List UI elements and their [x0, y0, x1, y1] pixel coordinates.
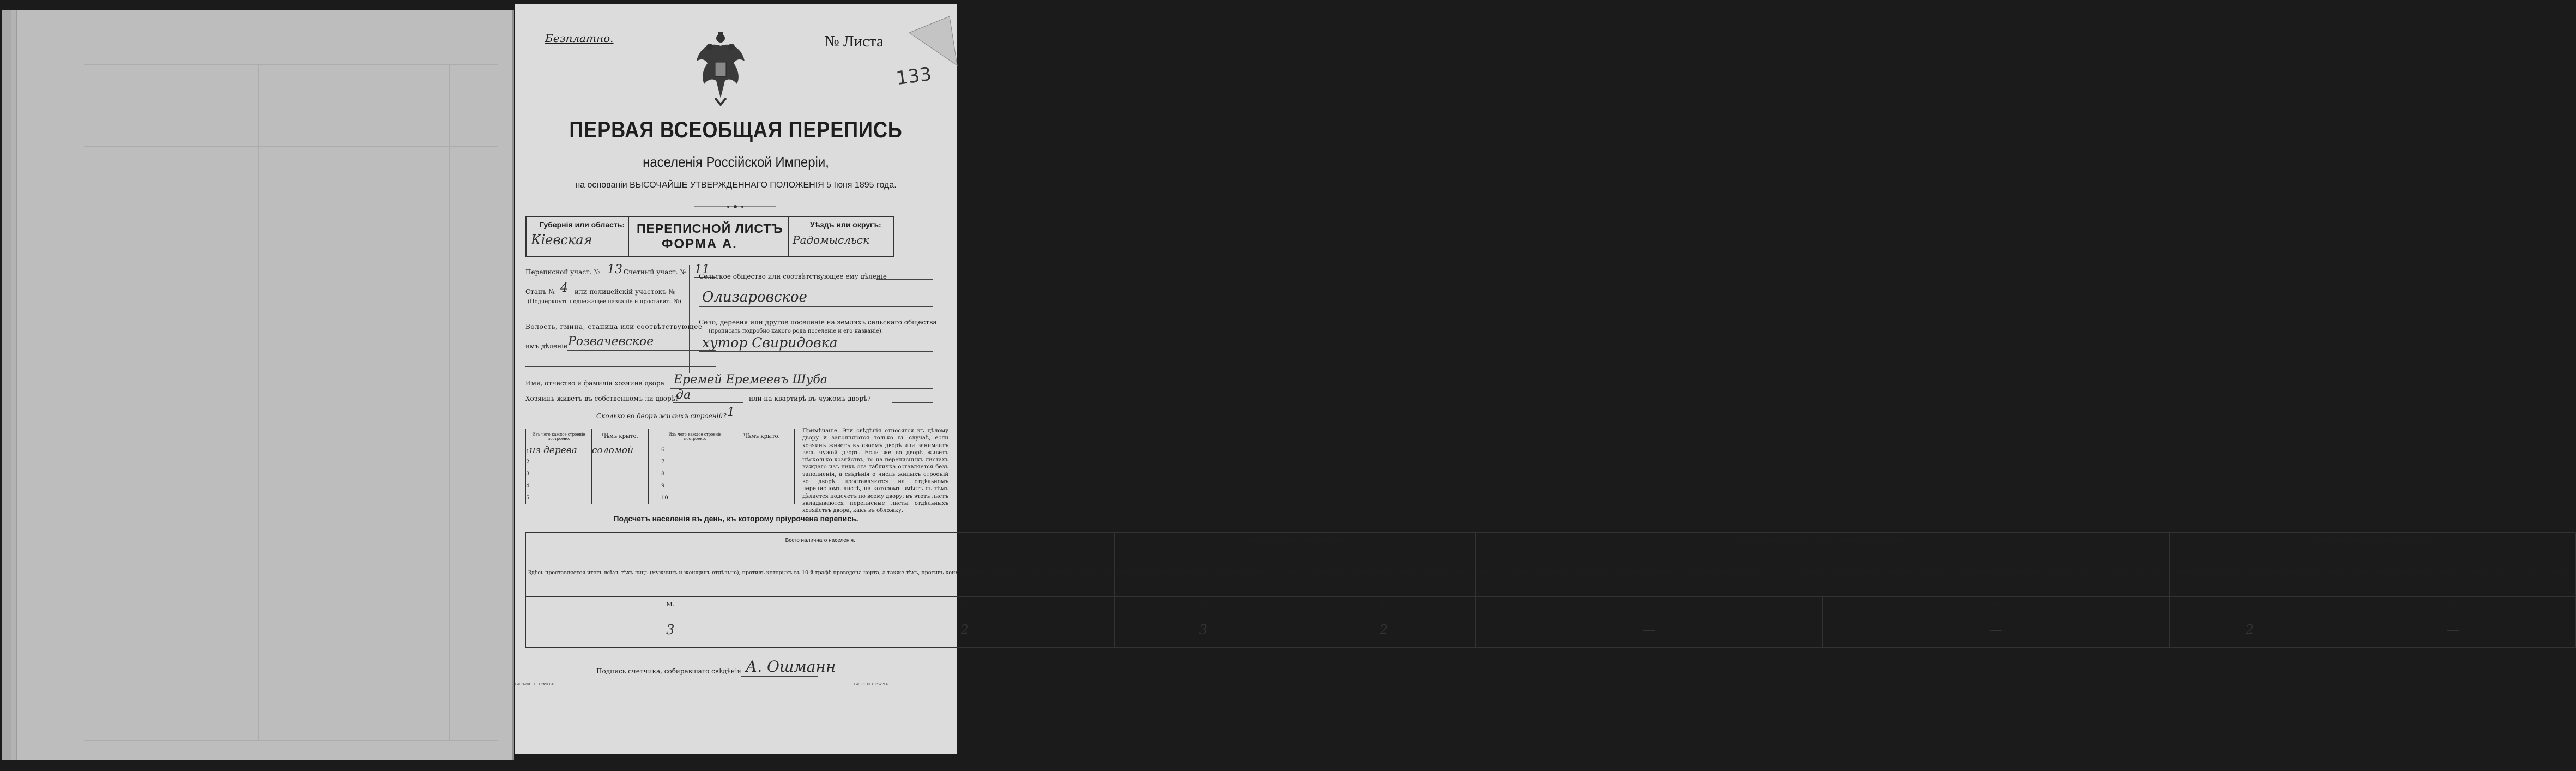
fill-line [699, 306, 933, 307]
form-title-box [628, 216, 789, 257]
building-roof-cell[interactable] [592, 480, 649, 492]
building-material-cell[interactable] [526, 480, 592, 492]
building-roof-cell[interactable] [729, 480, 795, 492]
population-summary-table [525, 532, 2576, 648]
buildings-count-value[interactable]: 1 [727, 406, 735, 419]
building-roof-cell[interactable] [729, 468, 795, 480]
material-header: Изъ чего каждое строеніе построено. [661, 429, 729, 444]
roof-value: соломой [592, 444, 634, 456]
fill-line [876, 279, 933, 280]
non-peasant-female[interactable]: — [1822, 612, 2169, 648]
building-material-cell[interactable] [526, 444, 592, 456]
village-label: Село, деревня или другое поселеніе на земляхъ сельскаго общества [699, 318, 937, 326]
row-number: 3 [526, 471, 530, 477]
printer-imprint-left: ТИПО-ЛИТ. Н. ГРАЧЕВА [515, 683, 554, 686]
roof-header: Чѣмъ крыто. [729, 429, 795, 444]
bleed-through-line [84, 740, 498, 741]
registered-peasant-female[interactable]: — [2330, 612, 2576, 648]
owner-name-label: Имя, отчество и фамилія хозяина двора [525, 380, 664, 387]
permanent-female[interactable]: 2 [1292, 612, 1476, 648]
building-roof-cell[interactable] [729, 456, 795, 468]
summary-col-desc: Здѣсь проставляется итогъ всѣхъ тѣхъ лицъ (мужчинъ и женщинъ отдѣльно), противъ которыхъ въ 10-й графѣ проведена черта, а также тѣхъ, противъ коихъ отмѣчено «врем. преб.» и «врем. преб. со знакомъ V». [526, 550, 1115, 596]
footnote-remark: Примѣчаніе. Эти свѣдѣнія относятся къ цѣлому двору и заполняются только въ случаѣ, если хозяинъ живетъ въ своемъ дворѣ или занимаетъ весь чужой дворъ. Если же во дворѣ живетъ нѣсколько хозяйствъ, то на переписныхъ листахъ каждаго изъ нихъ эта табличка оставляется безъ заполненія, а свѣдѣнія о числѣ жилыхъ строеній во дворѣ проставляются на отдѣльномъ переписномъ листѣ, на которомъ вмѣстѣ съ тѣмъ дѣлается подсчетъ по всему двору; въ этотъ листъ вкладываются переписные листы отдѣльныхъ хозяйствъ двора, какъ въ обложку. [802, 428, 948, 514]
building-roof-cell[interactable] [729, 444, 795, 456]
total-present-male[interactable]: 3 [526, 612, 815, 648]
summary-col-desc: Сюда вносится общее число всѣхъ лицъ (мужчинъ и женщинъ отдѣльно), противъ которыхъ въ графѣ 8-й отмѣчено «здѣсь» и «здѣсь въ отлучкѣ». [2169, 550, 2576, 596]
building-roof-cell[interactable] [592, 444, 649, 456]
district-value[interactable]: 13 [607, 263, 622, 276]
field-divider [689, 265, 690, 373]
building-material-cell[interactable] [661, 480, 729, 492]
building-material-cell[interactable] [526, 492, 592, 504]
summary-col-head: Постоянно живущаго здѣсь населенія. [1115, 533, 1476, 550]
row-number: 10 [661, 495, 668, 501]
province-label: Губернія или область: [540, 220, 625, 229]
census-form-page [515, 4, 2574, 754]
sheet-number-label: № Листа [824, 33, 884, 50]
summary-title: Подсчетъ населенія въ день, къ которому пріурочена перепись. [613, 514, 858, 523]
bleed-through-line [449, 64, 450, 740]
stan-label: Станъ № [525, 288, 555, 296]
fill-line [673, 402, 743, 403]
summary-col-desc: Здѣсь проставляется (изъ графы 6-й) число всѣхъ лицъ некрестьянскихъ сословій (мужчинъ и женщинъ отдѣльно), противъ которыхъ въ графѣ 10-й проведена черта, а также тѣхъ, противъ коихъ отмѣчено «врем. преб.» и «врем. преб. со знакомъ V». [1476, 550, 2169, 596]
county-value[interactable]: Радомысльск [793, 233, 869, 246]
row-number: 1 [526, 448, 530, 455]
summary-col-head: Въ числѣ наличнаго населенія было лицъ некрестьян. сословій. [1476, 533, 2169, 550]
buildings-table-right [661, 429, 795, 504]
total-present-female[interactable]: 2 [815, 612, 1115, 648]
fill-line [892, 402, 933, 403]
district-label: Переписной участ. № [525, 268, 600, 276]
row-number: 5 [526, 495, 530, 501]
county-label: Уѣздъ или округъ: [810, 220, 881, 229]
row-number: 6 [661, 447, 665, 453]
legal-basis-line: на основаніи ВЫСОЧАЙШЕ УТВЕРЖДЕННАГО ПОЛОЖЕНІЯ 5 Іюня 1895 года. [575, 180, 897, 190]
page-subtitle: населенія Россійской Имперіи, [643, 154, 829, 170]
county-box [789, 216, 894, 257]
building-material-cell[interactable] [526, 456, 592, 468]
province-value[interactable]: Кіевская [531, 232, 592, 248]
row-number: 8 [661, 471, 665, 477]
registered-peasant-male[interactable]: 2 [2169, 612, 2330, 648]
female-header: Ж. [1822, 596, 2169, 612]
form-title-line2: ФОРМА А. [662, 237, 737, 251]
male-header: М. [2169, 596, 2330, 612]
building-roof-cell[interactable] [592, 492, 649, 504]
owner-name-value[interactable]: Еремей Еремеевъ Шуба [674, 373, 827, 387]
own-yard-value[interactable]: да [676, 388, 691, 402]
enumerator-signature[interactable]: А. Ошманн [746, 658, 836, 676]
building-roof-cell[interactable] [729, 492, 795, 504]
fill-line [567, 350, 716, 351]
row-number: 9 [661, 483, 665, 489]
buildings-count-label: Сколько во дворъ жилыхъ строеній? [596, 412, 727, 420]
fill-line [670, 388, 933, 389]
village-instruction: (прописать подробно какого рода поселеніе и его названіе). [709, 328, 883, 334]
page-title: ПЕРВАЯ ВСЕОБЩАЯ ПЕРЕПИСЬ [569, 117, 903, 142]
society-value[interactable]: Олизаровское [702, 289, 807, 305]
bleed-through-line [258, 64, 259, 740]
building-roof-cell[interactable] [592, 468, 649, 480]
volost-label: Волость, гмина, станица или соотвѣтствующее [525, 323, 703, 330]
roof-header: Чѣмъ крыто. [592, 429, 649, 444]
rent-label: или на квартирѣ въ чужомъ дворѣ? [749, 395, 871, 402]
page-stack-edge [11, 10, 17, 760]
volost-label-2: имъ дѣленіе [525, 342, 568, 350]
sheet-number-handwritten: 133 [894, 63, 933, 90]
summary-col-head: Всего наличнаго населенія. [526, 533, 1115, 550]
building-material-cell[interactable] [661, 492, 729, 504]
summary-col-desc: Сюда вносится общее число всѣхъ тѣхъ лицъ (мужчинъ и женщинъ отдѣльно), противъ которыхъ въ 9-й графѣ отмѣчено «здѣсь». [1115, 550, 1476, 596]
male-header: М. [1476, 596, 1823, 612]
count-district-label: Счетный участ. № [624, 268, 686, 276]
form-title-line1: ПЕРЕПИСНОЙ ЛИСТЪ [637, 221, 783, 236]
male-header: М. [526, 596, 815, 612]
underline-instruction: (Подчеркнуть подлежащее названіе и проставить №). [528, 299, 683, 305]
male-header: М. [1115, 596, 1292, 612]
ornament-divider [694, 204, 776, 209]
fill-line [699, 351, 933, 352]
police-district-label: или полицейскій участокъ № [575, 288, 675, 296]
volost-value[interactable]: Розвачевское [568, 335, 654, 348]
non-peasant-male[interactable]: — [1476, 612, 1823, 648]
building-roof-cell[interactable] [592, 456, 649, 468]
buildings-table-left [525, 429, 649, 504]
folded-corner [909, 16, 957, 65]
signature-label: Подпись счетчика, собиравшаго свѣдѣнія [596, 667, 741, 675]
province-box [525, 216, 628, 257]
row-number: 4 [526, 483, 530, 489]
summary-col-head: Приписаннаго здѣсь крестьянскаго населенія. [2169, 533, 2576, 550]
village-value[interactable]: хутор Свиридовка [702, 335, 838, 351]
material-value: из дерева [529, 444, 577, 456]
printer-imprint-right: ТИП. С. ПЕТЕРБУРГЪ [854, 683, 888, 686]
row-number: 7 [661, 459, 665, 465]
female-header: Ж. [815, 596, 1115, 612]
count-district-value[interactable]: 11 [694, 263, 710, 276]
left-page-blank [2, 10, 514, 760]
building-material-cell[interactable] [526, 468, 592, 480]
bleed-through-line [84, 146, 498, 147]
fill-line [741, 676, 818, 677]
own-yard-label: Хозяинъ живетъ въ собственномъ-ли дворѣ? [525, 395, 679, 402]
row-number: 2 [526, 459, 530, 465]
free-label: Безплатно. [545, 32, 614, 45]
society-label: Сельское общество или соотвѣтствующее ему дѣленіе [699, 273, 887, 280]
female-header: Ж. [1292, 596, 1476, 612]
fill-line [525, 366, 716, 367]
page-stack-edge [2, 10, 11, 760]
stan-value[interactable]: 4 [560, 281, 568, 295]
building-material-cell[interactable] [661, 444, 729, 456]
imperial-eagle-crest-icon [693, 31, 748, 107]
permanent-male[interactable]: 3 [1115, 612, 1292, 648]
bleed-through-line [84, 64, 498, 65]
material-header: Изъ чего каждое строеніе построено. [526, 429, 592, 444]
building-material-cell[interactable] [661, 456, 729, 468]
building-material-cell[interactable] [661, 468, 729, 480]
female-header: Ж. [2330, 596, 2576, 612]
